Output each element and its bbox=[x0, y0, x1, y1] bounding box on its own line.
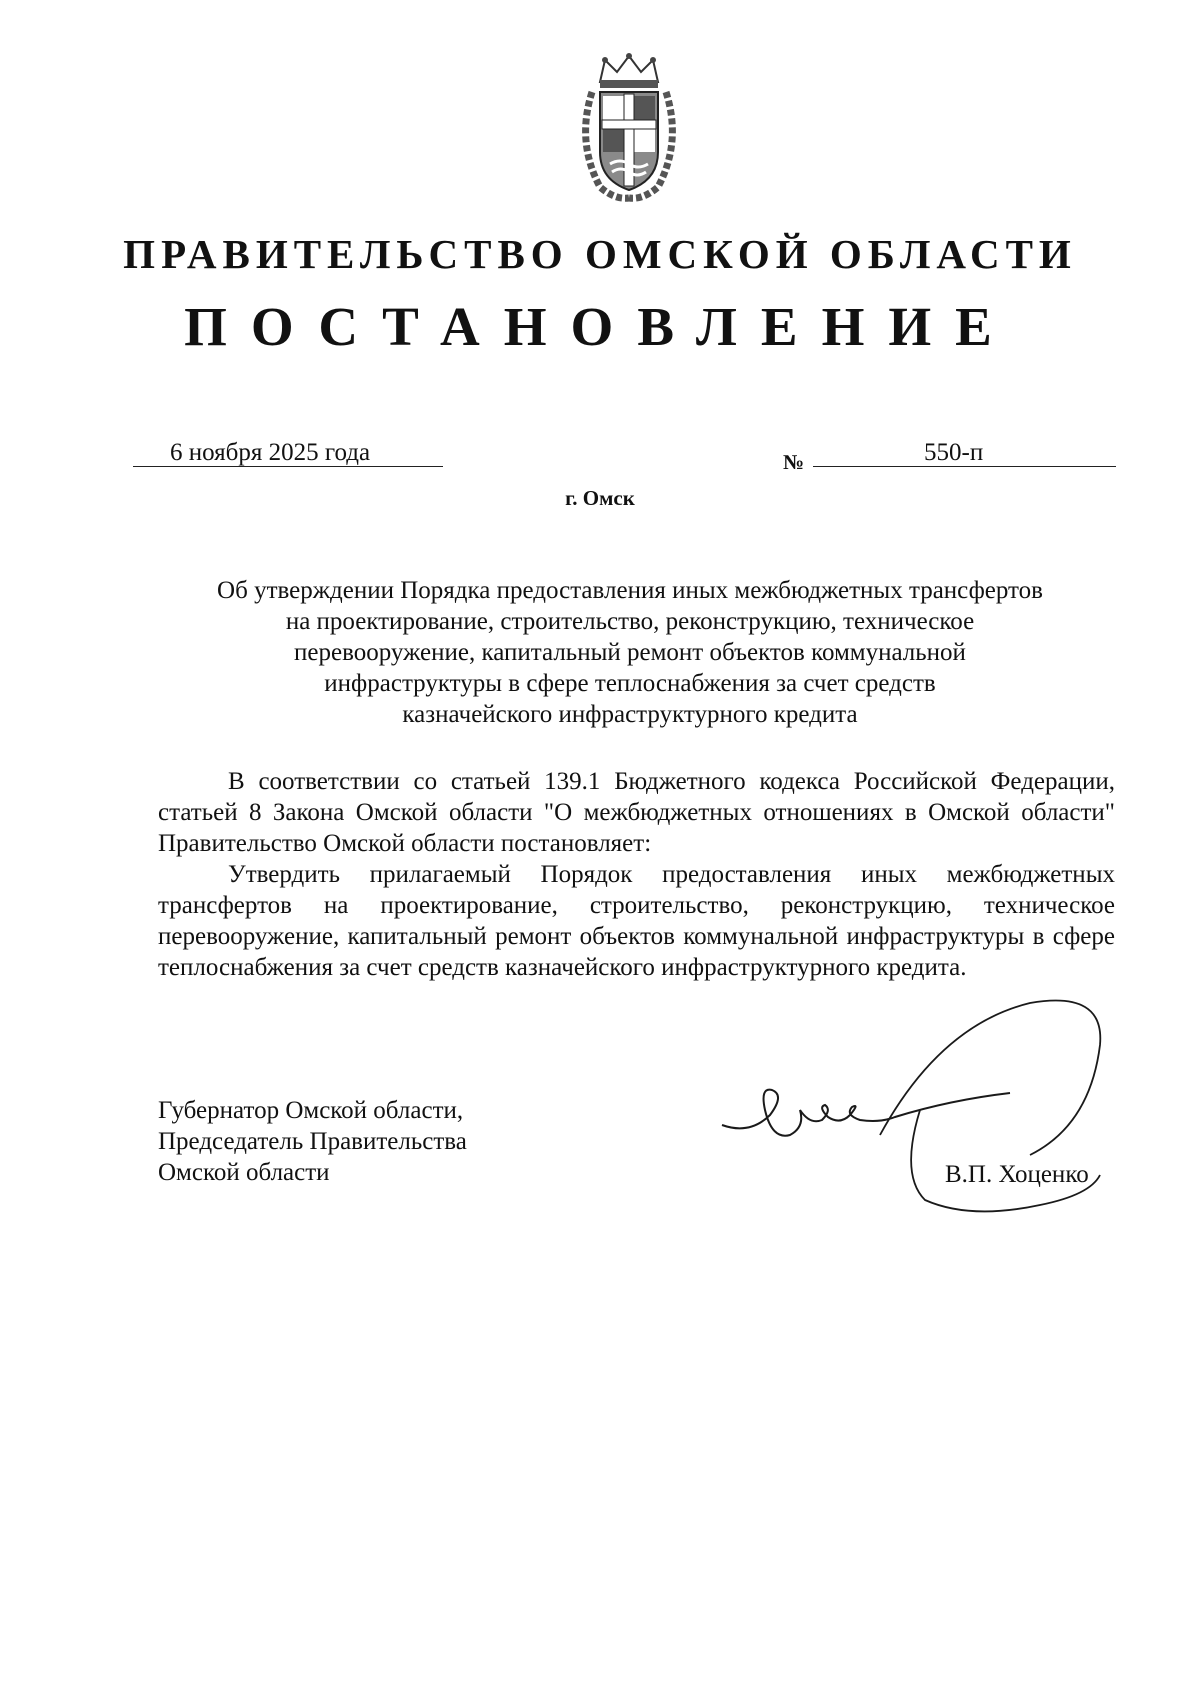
title-line: перевооружение, капитальный ремонт объектов коммунальной bbox=[294, 639, 966, 666]
title-line: Об утверждении Порядка предоставления иных межбюджетных трансфертов bbox=[217, 577, 1043, 604]
signatory-position bbox=[158, 1095, 467, 1188]
document-body bbox=[158, 766, 1115, 983]
title-line: инфраструктуры в сфере теплоснабжения за счет средств bbox=[324, 670, 936, 697]
body-paragraph-1: В соответствии со статьей 139.1 Бюджетного кодекса Российской Федерации, статьей 8 Закона Омской области "О межбюджетных отношениях в Омской области" Правительство Омской области постановляет: bbox=[158, 768, 1115, 857]
body-paragraph-2: Утвердить прилагаемый Порядок предоставления иных межбюджетных трансфертов на проектирование, строительство, реконструкцию, техническое перевооружение, капитальный ремонт объектов коммунальной инфраструктуры в сфере теплоснабжения за счет средств казначейского инфраструктурного кредита. bbox=[158, 861, 1115, 981]
signatory-name: В.П. Хоценко bbox=[945, 1161, 1089, 1188]
city: г. Омск bbox=[565, 486, 635, 510]
document-date: 6 ноября 2025 года bbox=[170, 439, 371, 466]
coat-of-arms-icon bbox=[570, 52, 688, 202]
document-number: 550-п bbox=[924, 439, 984, 466]
position-line: Омской области bbox=[158, 1159, 330, 1186]
title-line: казначейского инфраструктурного кредита bbox=[402, 701, 858, 728]
document-type: ПОСТАНОВЛЕНИЕ bbox=[184, 296, 1016, 357]
document-title bbox=[155, 575, 1105, 730]
position-line: Председатель Правительства bbox=[158, 1128, 467, 1155]
title-line: на проектирование, строительство, реконструкцию, техническое bbox=[285, 608, 975, 635]
position-line: Губернатор Омской области, bbox=[158, 1097, 464, 1124]
number-sign: № bbox=[783, 450, 805, 474]
organization-name: ПРАВИТЕЛЬСТВО ОМСКОЙ ОБЛАСТИ bbox=[123, 231, 1077, 277]
